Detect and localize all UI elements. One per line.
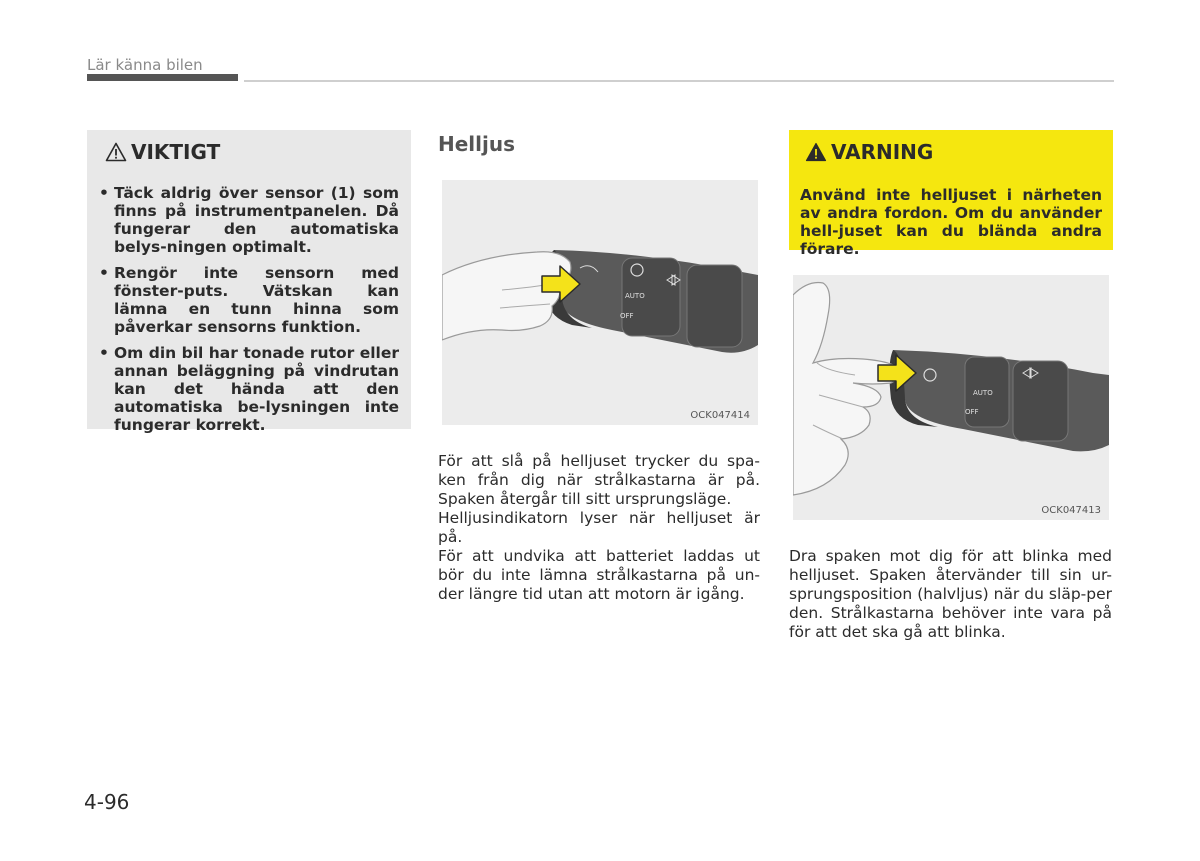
list-item: • Om din bil har tonade rutor eller annan beläggning på vindrutan kan det hända att den automatiska be-lysningen inte fungerar korrekt. — [99, 344, 399, 434]
varning-box — [789, 130, 1113, 258]
section-label: Lär känna bilen — [87, 56, 203, 74]
viktigt-list — [99, 184, 399, 442]
lever-label-off: OFF — [620, 312, 634, 320]
figure-code: OCK047414 — [690, 410, 750, 421]
blinka-text: Dra spaken mot dig för att blinka med helljuset. Spaken återvänder till sin ur-sprungsposition (halvljus) när du släp-per den. Strålkastarna behöver inte vara på för att det ska gå att blinka. — [789, 547, 1112, 641]
varning-title — [805, 140, 933, 164]
lever-pull-illustration — [793, 275, 1109, 520]
blinka-figure — [793, 275, 1109, 520]
lever-label-auto: AUTO — [973, 389, 993, 397]
header-rule-dark — [87, 74, 238, 81]
lever-label-auto: AUTO — [625, 292, 645, 300]
helljus-paragraph: Helljusindikatorn lyser när helljuset är på. — [438, 509, 760, 546]
varning-text: Använd inte helljuset i närheten av andra fordon. Om du använder hell-juset kan du blända andra förare. — [800, 186, 1102, 258]
varning-title-text: VARNING — [831, 140, 934, 164]
warning-filled-icon — [805, 142, 827, 162]
lever-label-off: OFF — [965, 408, 979, 416]
helljus-heading: Helljus — [438, 132, 516, 156]
page-number: 4-96 — [84, 790, 130, 814]
figure-code: OCK047413 — [1041, 505, 1101, 516]
warning-outline-icon — [105, 142, 127, 162]
list-item: • Rengör inte sensorn med fönster-puts. Vätskan kan lämna en tunn hinna som påverkar sensorns funktion. — [99, 264, 399, 336]
lever-push-illustration — [442, 180, 758, 425]
viktigt-title — [105, 140, 220, 164]
list-item: • Täck aldrig över sensor (1) som finns på instrumentpanelen. Då fungerar den automatiska belys-ningen optimalt. — [99, 184, 399, 256]
helljus-paragraph: För att undvika att batteriet laddas ut bör du inte lämna strålkastarna på un-der längre tid utan att motorn är igång. — [438, 547, 760, 603]
header-rule-light — [244, 80, 1114, 82]
helljus-text — [438, 452, 760, 604]
helljus-figure — [442, 180, 758, 425]
viktigt-box — [87, 130, 411, 434]
viktigt-title-text: VIKTIGT — [131, 140, 221, 164]
helljus-paragraph: För att slå på helljuset trycker du spa-ken från dig när strålkastarna är på. Spaken återgår till sitt ursprungsläge. — [438, 452, 760, 508]
